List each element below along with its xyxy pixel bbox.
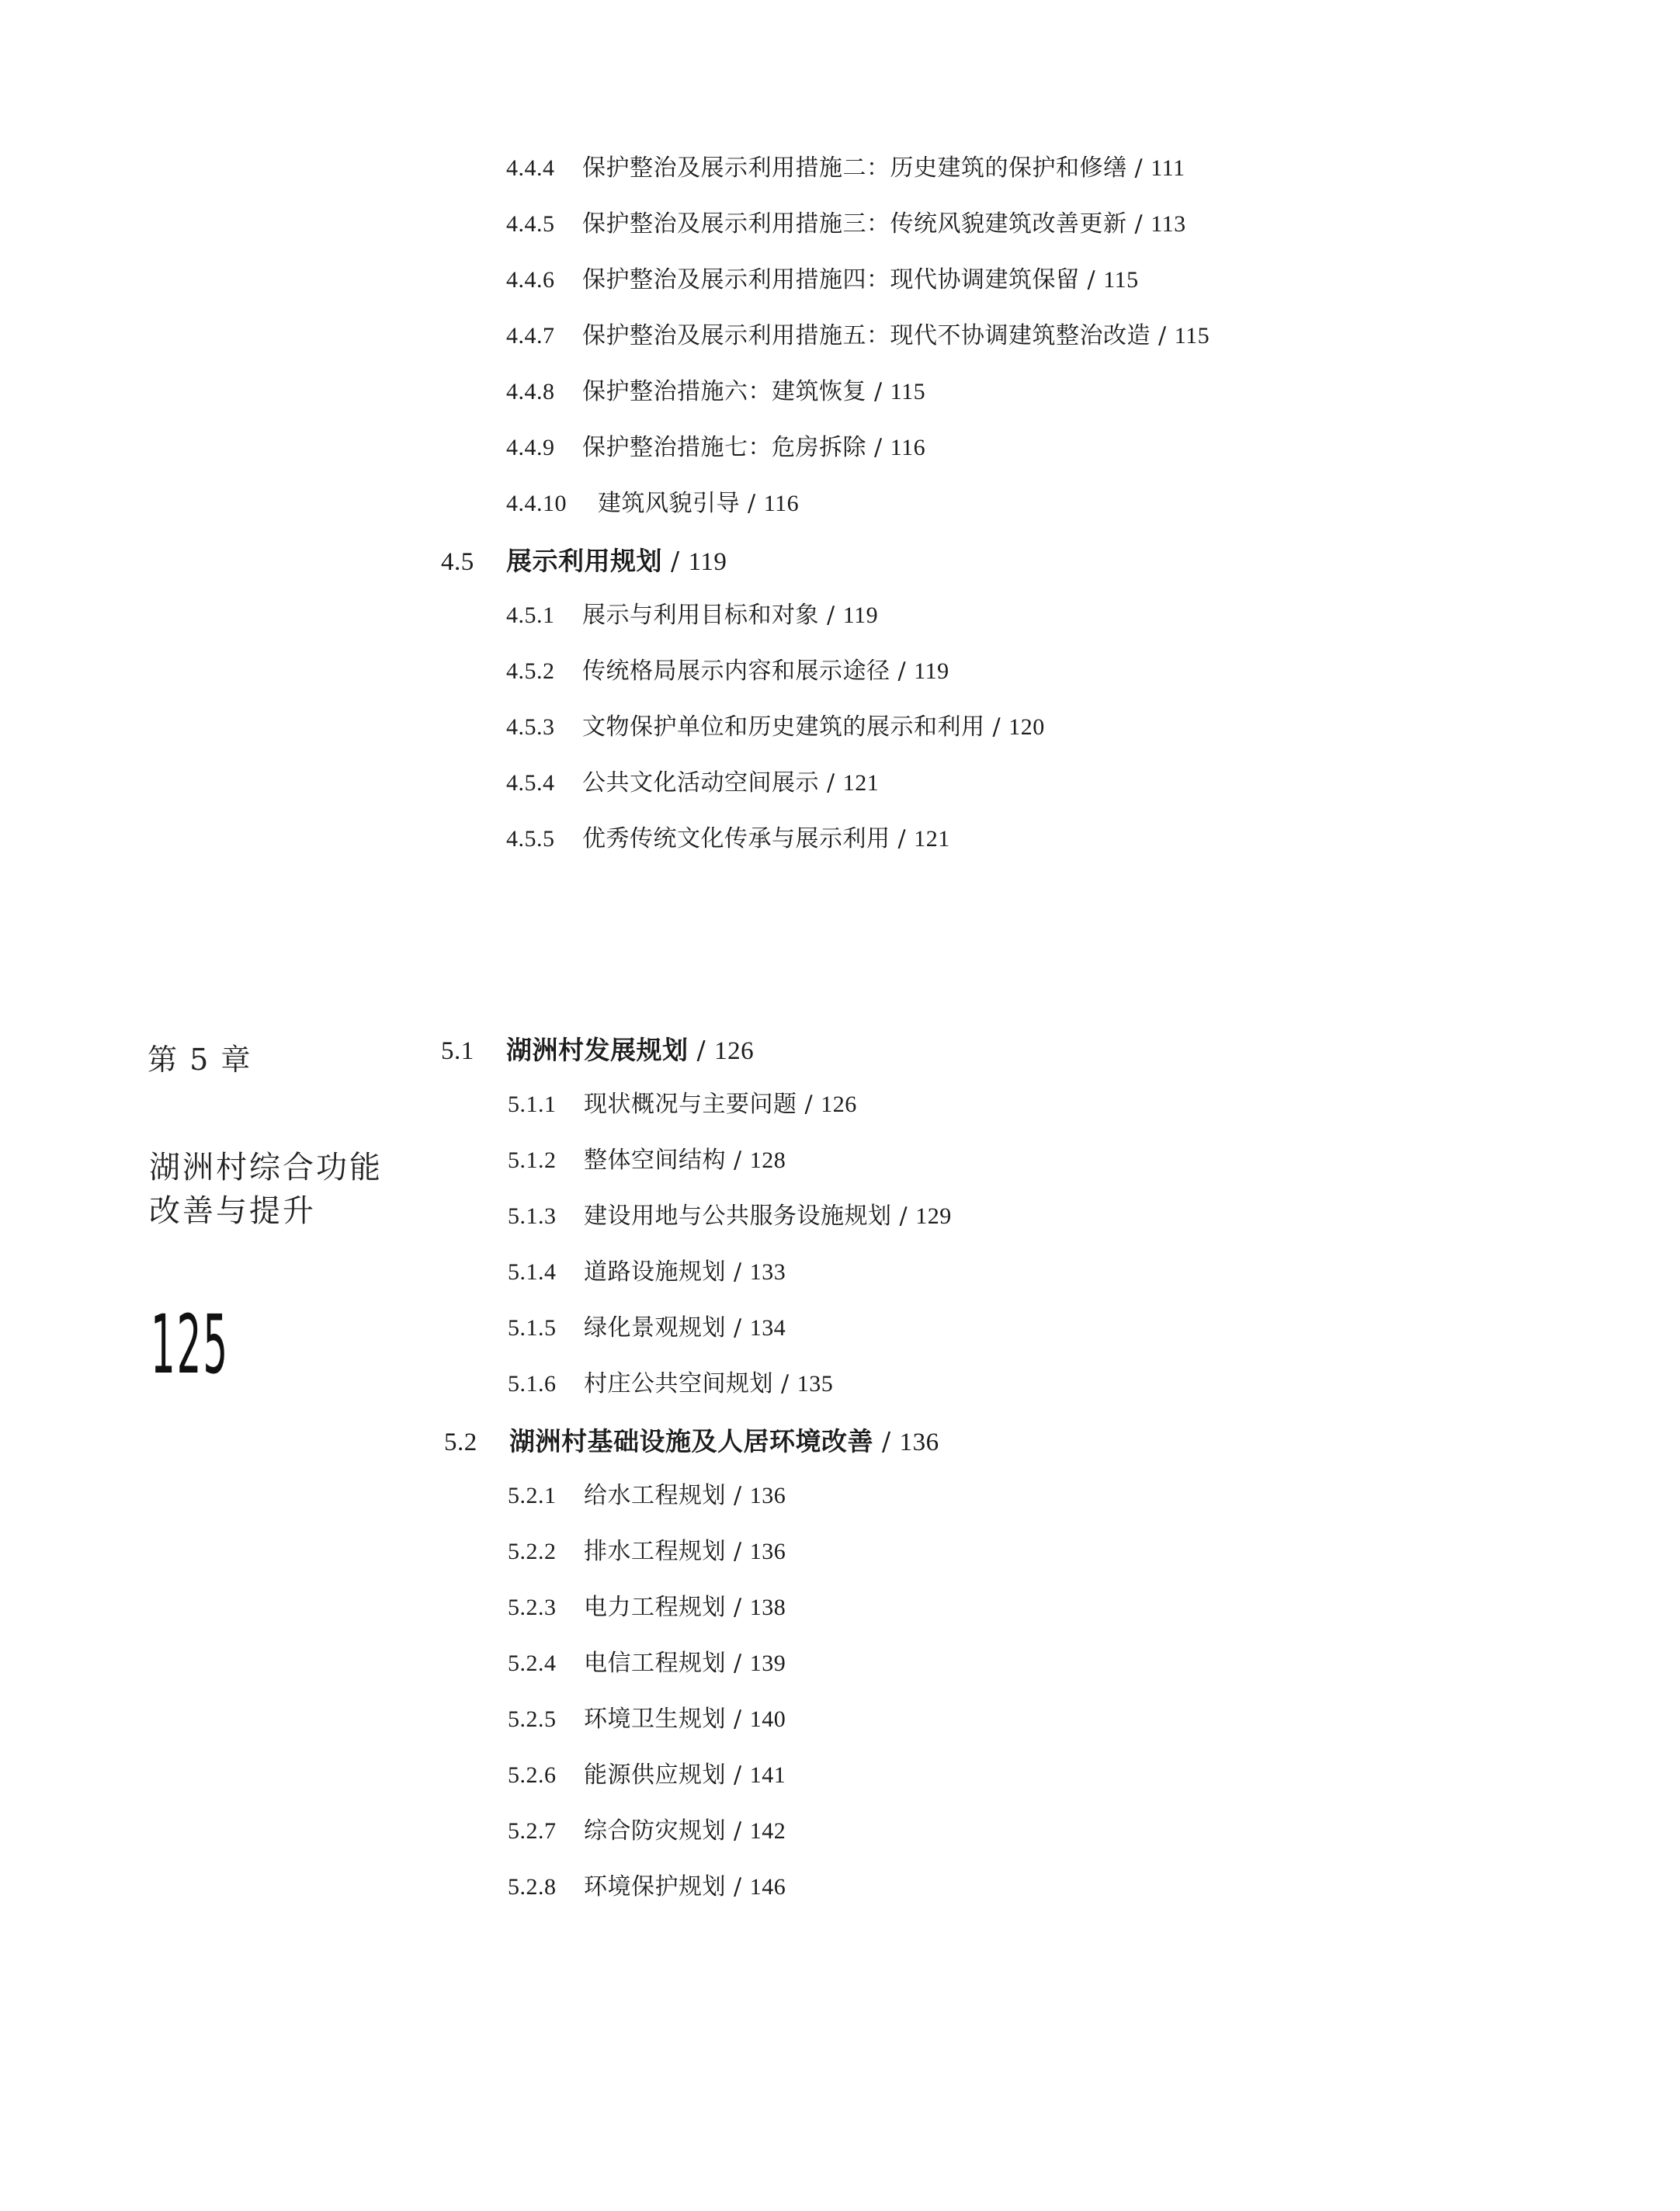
entry-page: 141 [749,1762,786,1788]
entry-number: 4.4.7 [506,323,555,349]
entry-number: 5.2.2 [508,1539,557,1564]
entry-page: 136 [749,1539,786,1564]
entry-number: 4.4.5 [506,211,555,237]
entry-number: 5.1.4 [508,1259,557,1285]
entry-number: 5.2.6 [508,1762,557,1788]
entry-page: 116 [763,491,800,516]
page-separator: / [726,1482,750,1509]
toc-entry[interactable] [506,604,878,627]
entry-page: 136 [749,1483,786,1508]
toc-entry[interactable] [508,1149,786,1172]
chapter-start-page: 125 [151,1297,230,1392]
entry-number: 4.5.3 [506,714,555,740]
page-separator: / [688,1035,715,1065]
entry-number: 5.2.4 [508,1650,557,1676]
entry-title: 保护整治措施六：建筑恢复 [582,378,866,405]
toc-entry[interactable] [508,1708,786,1731]
page-separator: / [1126,154,1151,182]
toc-section-heading[interactable] [441,548,727,575]
toc-section-heading[interactable] [444,1428,939,1456]
page-separator: / [819,769,843,797]
section-number: 5.1 [441,1037,474,1065]
entry-page: 135 [797,1371,834,1397]
toc-entry[interactable] [508,1484,786,1508]
toc-entry[interactable] [506,492,799,515]
entry-number: 4.4.9 [506,435,555,460]
entry-page: 140 [749,1706,786,1732]
entry-title: 绿化景观规划 [584,1314,726,1342]
entry-title: 优秀传统文化传承与展示利用 [582,825,890,852]
section-title: 湖洲村基础设施及人居环境改善 [509,1426,873,1456]
page-separator: / [726,1538,750,1565]
toc-entry[interactable] [508,1370,834,1397]
entry-title: 文物保护单位和历史建筑的展示和利用 [582,713,985,741]
page-separator: / [890,658,915,685]
entry-title: 建设用地与公共服务设施规划 [584,1203,892,1230]
entry-title: 公共文化活动空间展示 [582,769,819,797]
entry-page: 139 [749,1650,786,1676]
entry-page: 119 [914,658,949,684]
entry-page: 121 [842,770,880,796]
chapter-title [149,1146,383,1233]
entry-number: 4.4.4 [506,155,555,181]
entry-number: 5.1.2 [508,1147,557,1173]
entry-number: 4.5.2 [506,658,555,684]
entry-title: 保护整治及展示利用措施二：历史建筑的保护和修缮 [582,154,1127,182]
entry-title: 排水工程规划 [584,1538,726,1565]
entry-page: 115 [890,379,926,404]
entry-number: 4.5.1 [506,602,555,628]
toc-entry[interactable] [508,1873,786,1900]
page-separator: / [662,546,689,576]
section-title: 展示利用规划 [506,546,662,576]
entry-title: 环境保护规划 [584,1873,726,1900]
entry-page: 146 [749,1874,786,1900]
section-number: 5.2 [444,1428,477,1456]
page-separator: / [726,1706,750,1733]
entry-title: 保护整治及展示利用措施五：现代不协调建筑整治改造 [582,322,1151,349]
page-separator: / [726,1147,750,1174]
section-number: 4.5 [441,548,474,576]
entry-number: 5.1.3 [508,1203,557,1229]
section-page: 126 [714,1037,755,1065]
entry-page: 133 [749,1259,786,1285]
entry-number: 4.4.10 [506,491,567,516]
chapter-title-line: 改善与提升 [149,1193,316,1229]
entry-page: 111 [1151,155,1185,181]
page-separator: / [891,1203,916,1230]
entry-title: 整体空间结构 [584,1147,726,1174]
page-separator: / [726,1650,750,1677]
page-separator: / [726,1873,750,1900]
page-separator: / [740,490,764,517]
toc-entry[interactable] [506,380,925,404]
toc-entry[interactable] [508,1652,786,1675]
entry-page: 121 [914,826,950,852]
toc-entry[interactable] [506,210,1186,238]
section-page: 119 [688,548,727,576]
entry-number: 5.1.6 [508,1371,557,1397]
entry-page: 115 [1174,323,1210,349]
entry-title: 村庄公共空间规划 [584,1370,773,1397]
chapter-label: 第 5 章 [148,1043,252,1077]
entry-page: 119 [842,602,879,628]
entry-page: 113 [1151,211,1186,237]
entry-title: 建筑风貌引导 [598,490,740,517]
toc-entry[interactable] [506,660,949,683]
entry-number: 5.2.3 [508,1595,557,1620]
entry-title: 给水工程规划 [584,1482,726,1509]
page-separator: / [726,1594,750,1621]
page-separator: / [890,825,915,852]
section-page: 136 [899,1428,939,1456]
toc-entry[interactable] [506,322,1210,349]
page-separator: / [1079,266,1104,293]
toc-entry[interactable] [508,1817,786,1845]
toc-entry[interactable] [506,713,1045,741]
entry-title: 保护整治措施七：危房拆除 [582,434,866,461]
entry-page: 120 [1008,714,1045,740]
toc-section-heading[interactable] [441,1037,754,1064]
page-separator: / [819,602,843,629]
section-title: 湖洲村发展规划 [506,1035,689,1065]
entry-title: 传统格局展示内容和展示途径 [582,658,890,685]
page-separator: / [773,1370,797,1397]
entry-title: 道路设施规划 [584,1258,726,1286]
entry-title: 电力工程规划 [584,1594,726,1621]
toc-entry[interactable] [508,1314,786,1342]
entry-number: 4.5.5 [506,826,555,852]
page-separator: / [866,434,890,461]
entry-title: 保护整治及展示利用措施三：传统风貌建筑改善更新 [582,210,1127,238]
toc-entry[interactable] [508,1093,857,1116]
entry-number: 5.2.5 [508,1706,557,1732]
entry-number: 5.1.1 [508,1092,557,1117]
entry-page: 129 [915,1203,952,1229]
entry-page: 134 [749,1315,786,1341]
entry-number: 5.2.8 [508,1874,557,1900]
toc-entry[interactable] [506,266,1139,293]
toc-entry[interactable] [508,1258,786,1286]
entry-page: 126 [821,1092,857,1117]
entry-number: 4.5.4 [506,770,555,796]
entry-page: 138 [749,1595,786,1620]
toc-entry[interactable] [506,825,950,852]
toc-entry[interactable] [508,1764,786,1787]
page-separator: / [866,378,890,405]
entry-title: 能源供应规划 [584,1762,726,1789]
entry-title: 展示与利用目标和对象 [582,602,819,629]
page-separator: / [1151,322,1175,349]
page-separator: / [1126,210,1151,238]
page-separator: / [726,1817,750,1845]
entry-title: 综合防灾规划 [584,1817,726,1845]
entry-page: 128 [749,1147,786,1173]
entry-number: 5.2.1 [508,1483,557,1508]
toc-entry[interactable] [506,769,880,797]
entry-number: 4.4.8 [506,379,555,404]
entry-title: 环境卫生规划 [584,1706,726,1733]
page-separator: / [797,1091,821,1118]
entry-number: 4.4.6 [506,267,555,293]
toc-entry[interactable] [506,154,1185,182]
toc-entry[interactable] [508,1205,952,1228]
entry-title: 电信工程规划 [584,1650,726,1677]
toc-entry[interactable] [506,436,925,460]
toc-entry[interactable] [508,1596,786,1619]
page-separator: / [873,1426,900,1456]
toc-entry[interactable] [508,1540,786,1564]
entry-title: 现状概况与主要问题 [584,1091,797,1118]
entry-page: 116 [890,435,926,460]
entry-title: 保护整治及展示利用措施四：现代协调建筑保留 [582,266,1080,293]
page-separator: / [726,1258,750,1286]
entry-number: 5.2.7 [508,1818,557,1844]
page-separator: / [726,1314,750,1342]
entry-number: 5.1.5 [508,1315,557,1341]
page-separator: / [984,713,1009,741]
page-separator: / [726,1762,750,1789]
entry-page: 115 [1103,267,1139,293]
entry-page: 142 [749,1818,786,1844]
chapter-title-line: 湖洲村综合功能 [149,1150,383,1185]
